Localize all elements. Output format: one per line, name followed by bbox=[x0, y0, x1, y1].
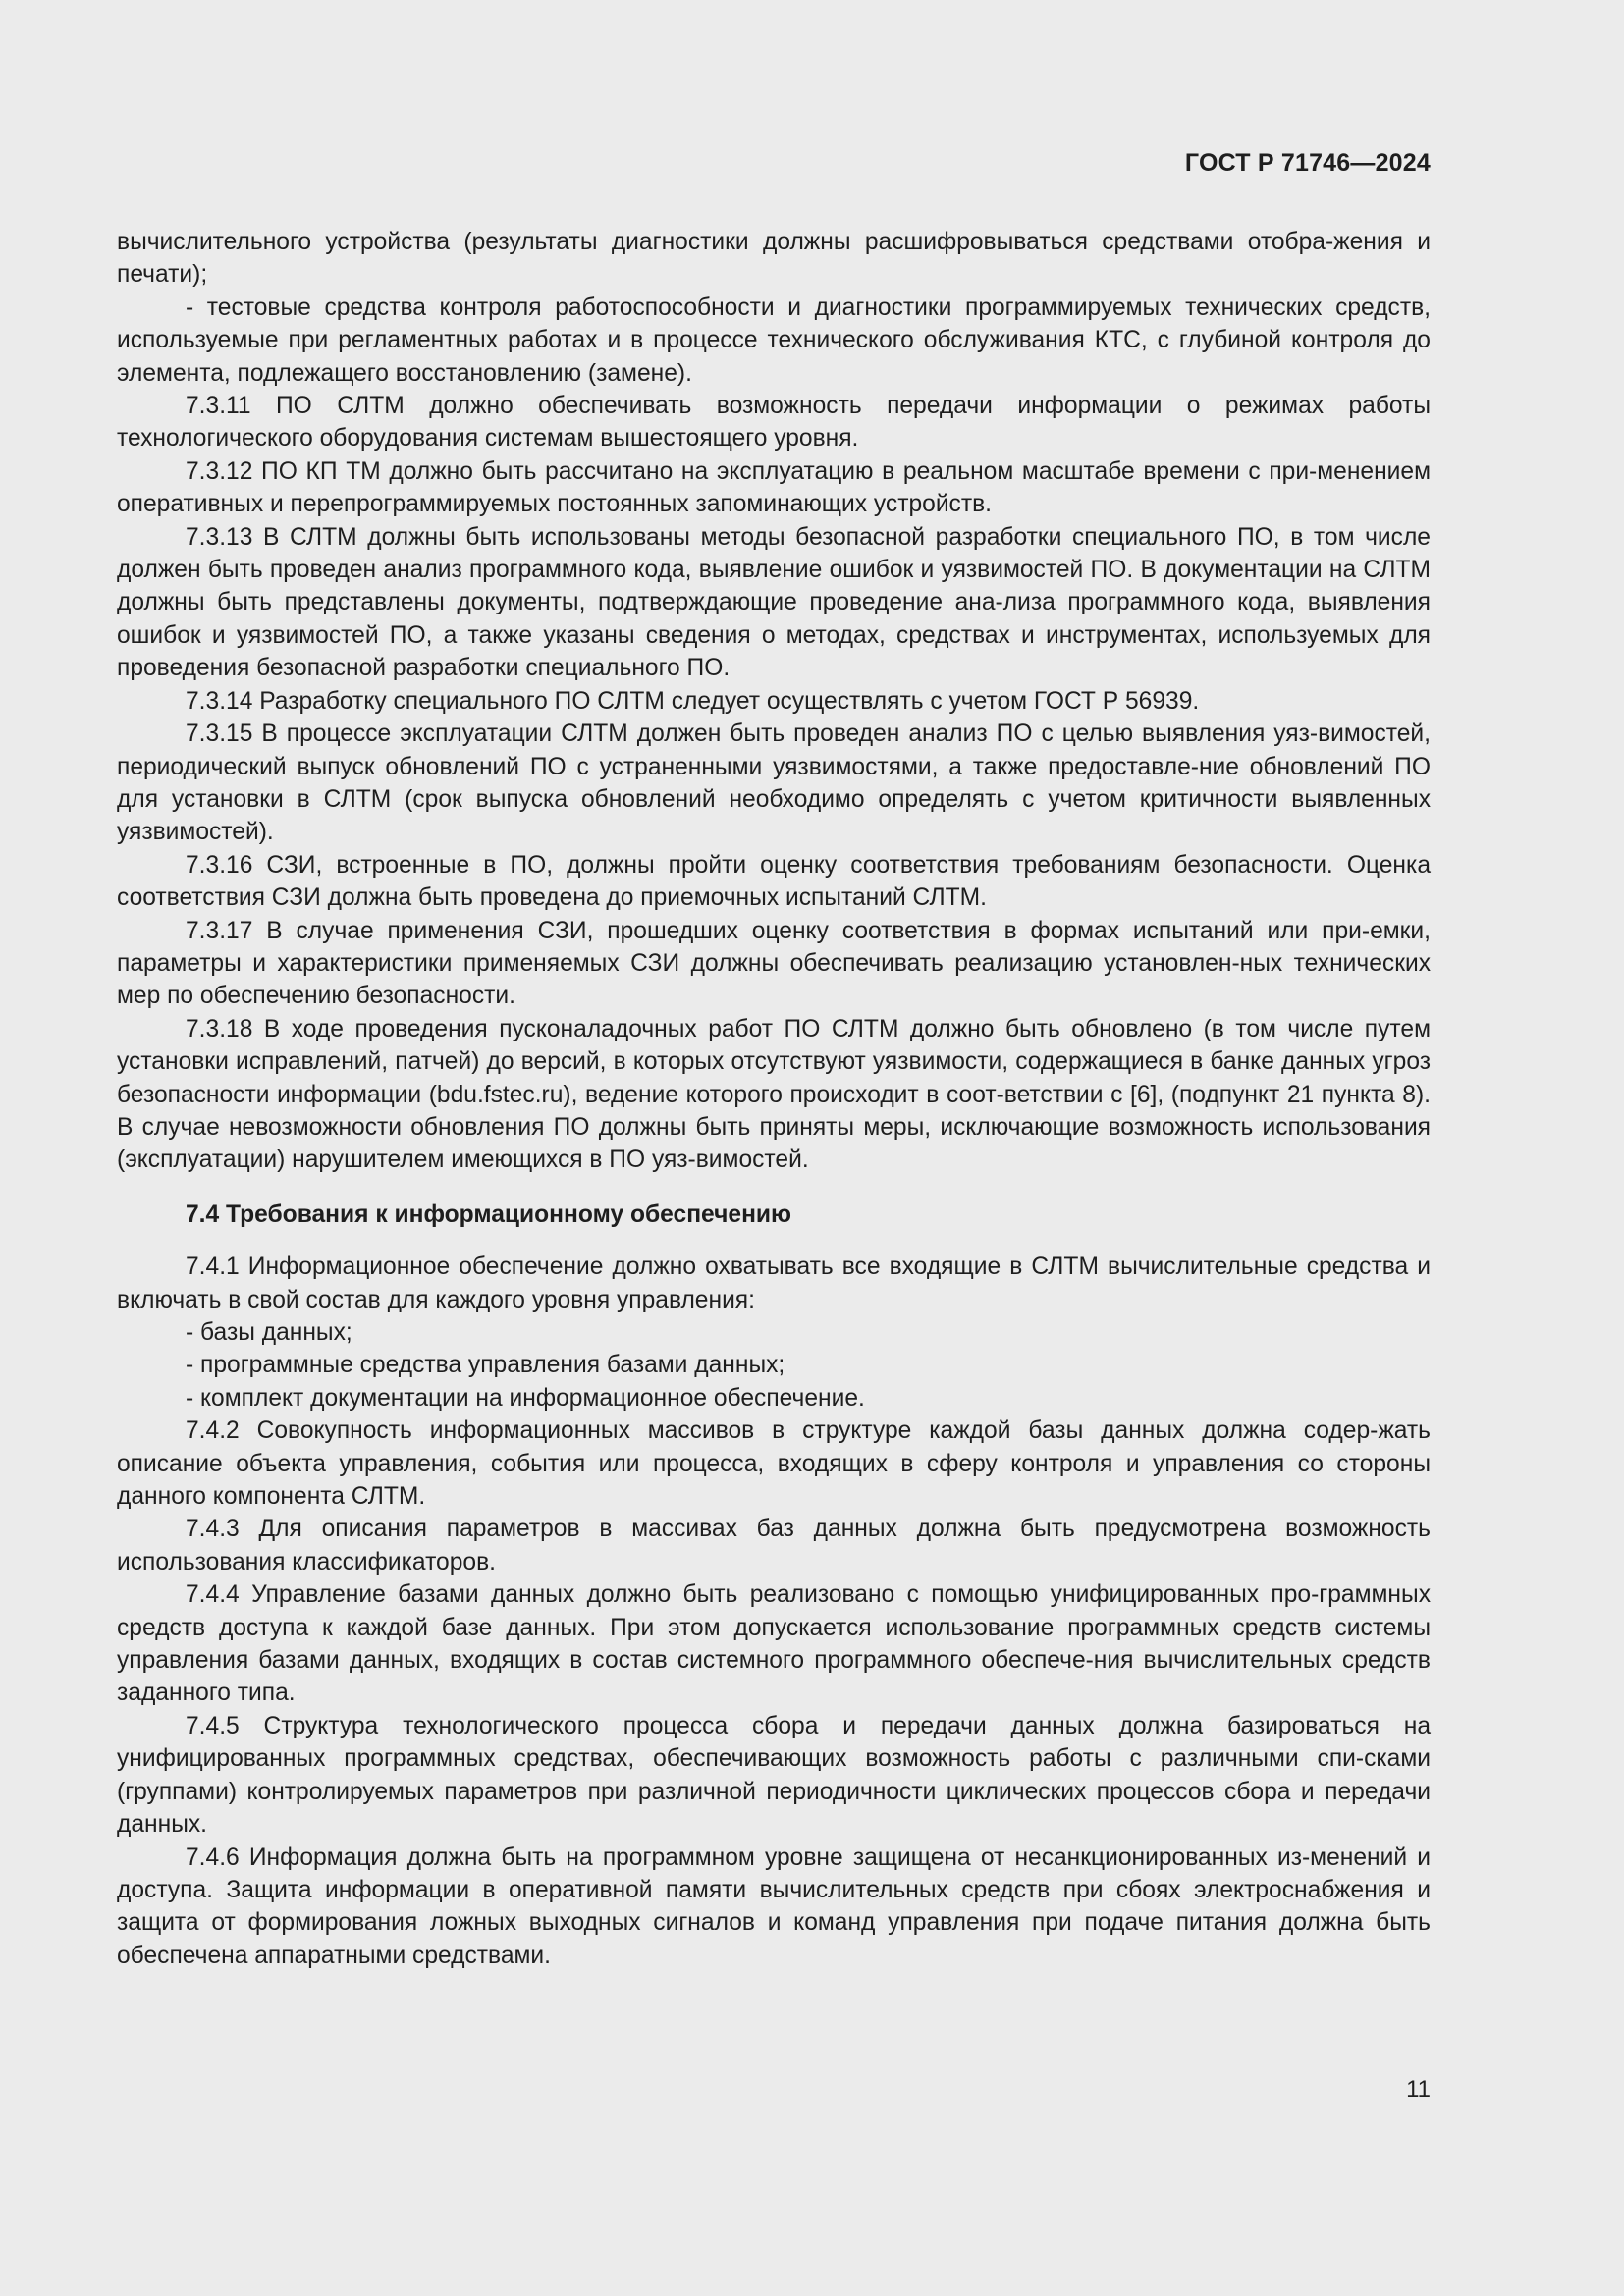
paragraph-7-4-6: 7.4.6 Информация должна быть на программном уровне защищена от несанкционированных из-менений и доступа. Защита информации в оперативной памяти вычислительных средств при сбоях электроснабжения и защита от формирования ложных выходных сигналов и команд управления при подаче питания должна быть обеспечена аппаратными средствами. bbox=[117, 1843, 1431, 1969]
paragraph-7-3-13: 7.3.13 В СЛТМ должны быть использованы методы безопасной разработки специального ПО, в том числе должен быть проведен анализ программного кода, выявление ошибок и уязвимостей ПО. В документации на СЛТМ должны быть представлены документы, подтверждающие проведение ана-лиза программного кода, выявления ошибок и уязвимостей ПО, а также указаны сведения о методах, средствах и инструментах, используемых для проведения безопасной разработки специального ПО. bbox=[117, 523, 1431, 682]
list-item: - базы данных; bbox=[186, 1319, 352, 1346]
document-body bbox=[117, 226, 1431, 1972]
paragraph-7-3-14: 7.3.14 Разработку специального ПО СЛТМ следует осуществлять с учетом ГОСТ Р 56939. bbox=[186, 687, 1200, 715]
paragraph-7-3-12: 7.3.12 ПО КП ТМ должно быть рассчитано на эксплуатацию в реальном масштабе времени с при-менением оперативных и перепрограммируемых постоянных запоминающих устройств. bbox=[117, 457, 1431, 518]
paragraph-7-4-1: 7.4.1 Информационное обеспечение должно охватывать все входящие в СЛТМ вычислительные средства и включать в свой состав для каждого уровня управления: bbox=[117, 1254, 1431, 1313]
list-item: - программные средства управления базами данных; bbox=[186, 1352, 785, 1379]
paragraph-test-tools: - тестовые средства контроля работоспособности и диагностики программируемых технических средств, используемые при регламентных работах и в процессе технического обслуживания КТС, с глубиной контроля до элемента, подлежащего восстановлению (замене). bbox=[117, 294, 1431, 387]
paragraph-7-4-5: 7.4.5 Структура технологического процесса сбора и передачи данных должна базироваться на унифицированных программных средствах, обеспечивающих возможность работы с различными спи-сками (группами) контролируемых параметров при различной периодичности циклических процессов сбора и передачи данных. bbox=[117, 1712, 1431, 1839]
section-title-7-4: 7.4 Требования к информационному обеспечению bbox=[186, 1201, 792, 1228]
paragraph-continuation: вычислительного устройства (результаты диагностики должны расшифровываться средствами отобра-жения и печати); bbox=[117, 229, 1431, 289]
document-code-header: ГОСТ Р 71746—2024 bbox=[1184, 149, 1431, 177]
paragraph-7-3-15: 7.3.15 В процессе эксплуатации СЛТМ должен быть проведен анализ ПО с целью выявления уяз-вимостей, периодический выпуск обновлений ПО с устраненными уязвимостями, а также предоставле-ние обновлений ПО для установки в СЛТМ (срок выпуска обновлений необходимо определять с учетом критичности выявленных уязвимостей). bbox=[117, 721, 1431, 846]
page-number: 11 bbox=[1406, 2076, 1431, 2103]
paragraph-7-4-4: 7.4.4 Управление базами данных должно быть реализовано с помощью унифицированных про-граммных средств доступа к каждой базе данных. При этом допускается использование программных средств системы управления базами данных, входящих в состав системного программного обеспече-ния вычислительных средств заданного типа. bbox=[117, 1581, 1431, 1707]
paragraph-7-4-2: 7.4.2 Совокупность информационных массивов в структуре каждой базы данных должна содер-жать описание объекта управления, события или процесса, входящих в сферу контроля и управления со стороны данного компонента СЛТМ. bbox=[117, 1417, 1431, 1511]
list-item: - комплект документации на информационное обеспечение. bbox=[186, 1384, 865, 1412]
paragraph-7-3-11: 7.3.11 ПО СЛТМ должно обеспечивать возможность передачи информации о режимах работы технологического оборудования системам вышестоящего уровня. bbox=[117, 393, 1431, 453]
paragraph-7-3-18: 7.3.18 В ходе проведения пусконаладочных работ ПО СЛТМ должно быть обновлено (в том числе путем установки исправлений, патчей) до версий, в которых отсутствуют уязвимости, содержащиеся в банке данных угроз безопасности информации (bdu.fstec.ru), ведение которого происходит в соот-ветствии с [6], (подпункт 21 пункта 8). В случае невозможности обновления ПО должны быть приняты меры, исключающие возможность использования (эксплуатации) нарушителем имеющихся в ПО уяз-вимостей. bbox=[117, 1015, 1431, 1174]
paragraph-7-3-17: 7.3.17 В случае применения СЗИ, прошедших оценку соответствия в формах испытаний или при-емки, параметры и характеристики применяемых СЗИ должны обеспечивать реализацию установлен-ных технических мер по обеспечению безопасности. bbox=[117, 917, 1431, 1010]
paragraph-7-4-3: 7.4.3 Для описания параметров в массивах баз данных должна быть предусмотрена возможность использования классификаторов. bbox=[117, 1516, 1431, 1575]
paragraph-7-3-16: 7.3.16 СЗИ, встроенные в ПО, должны пройти оценку соответствия требованиям безопасности. Оценка соответствия СЗИ должна быть проведена до приемочных испытаний СЛТМ. bbox=[117, 851, 1431, 912]
